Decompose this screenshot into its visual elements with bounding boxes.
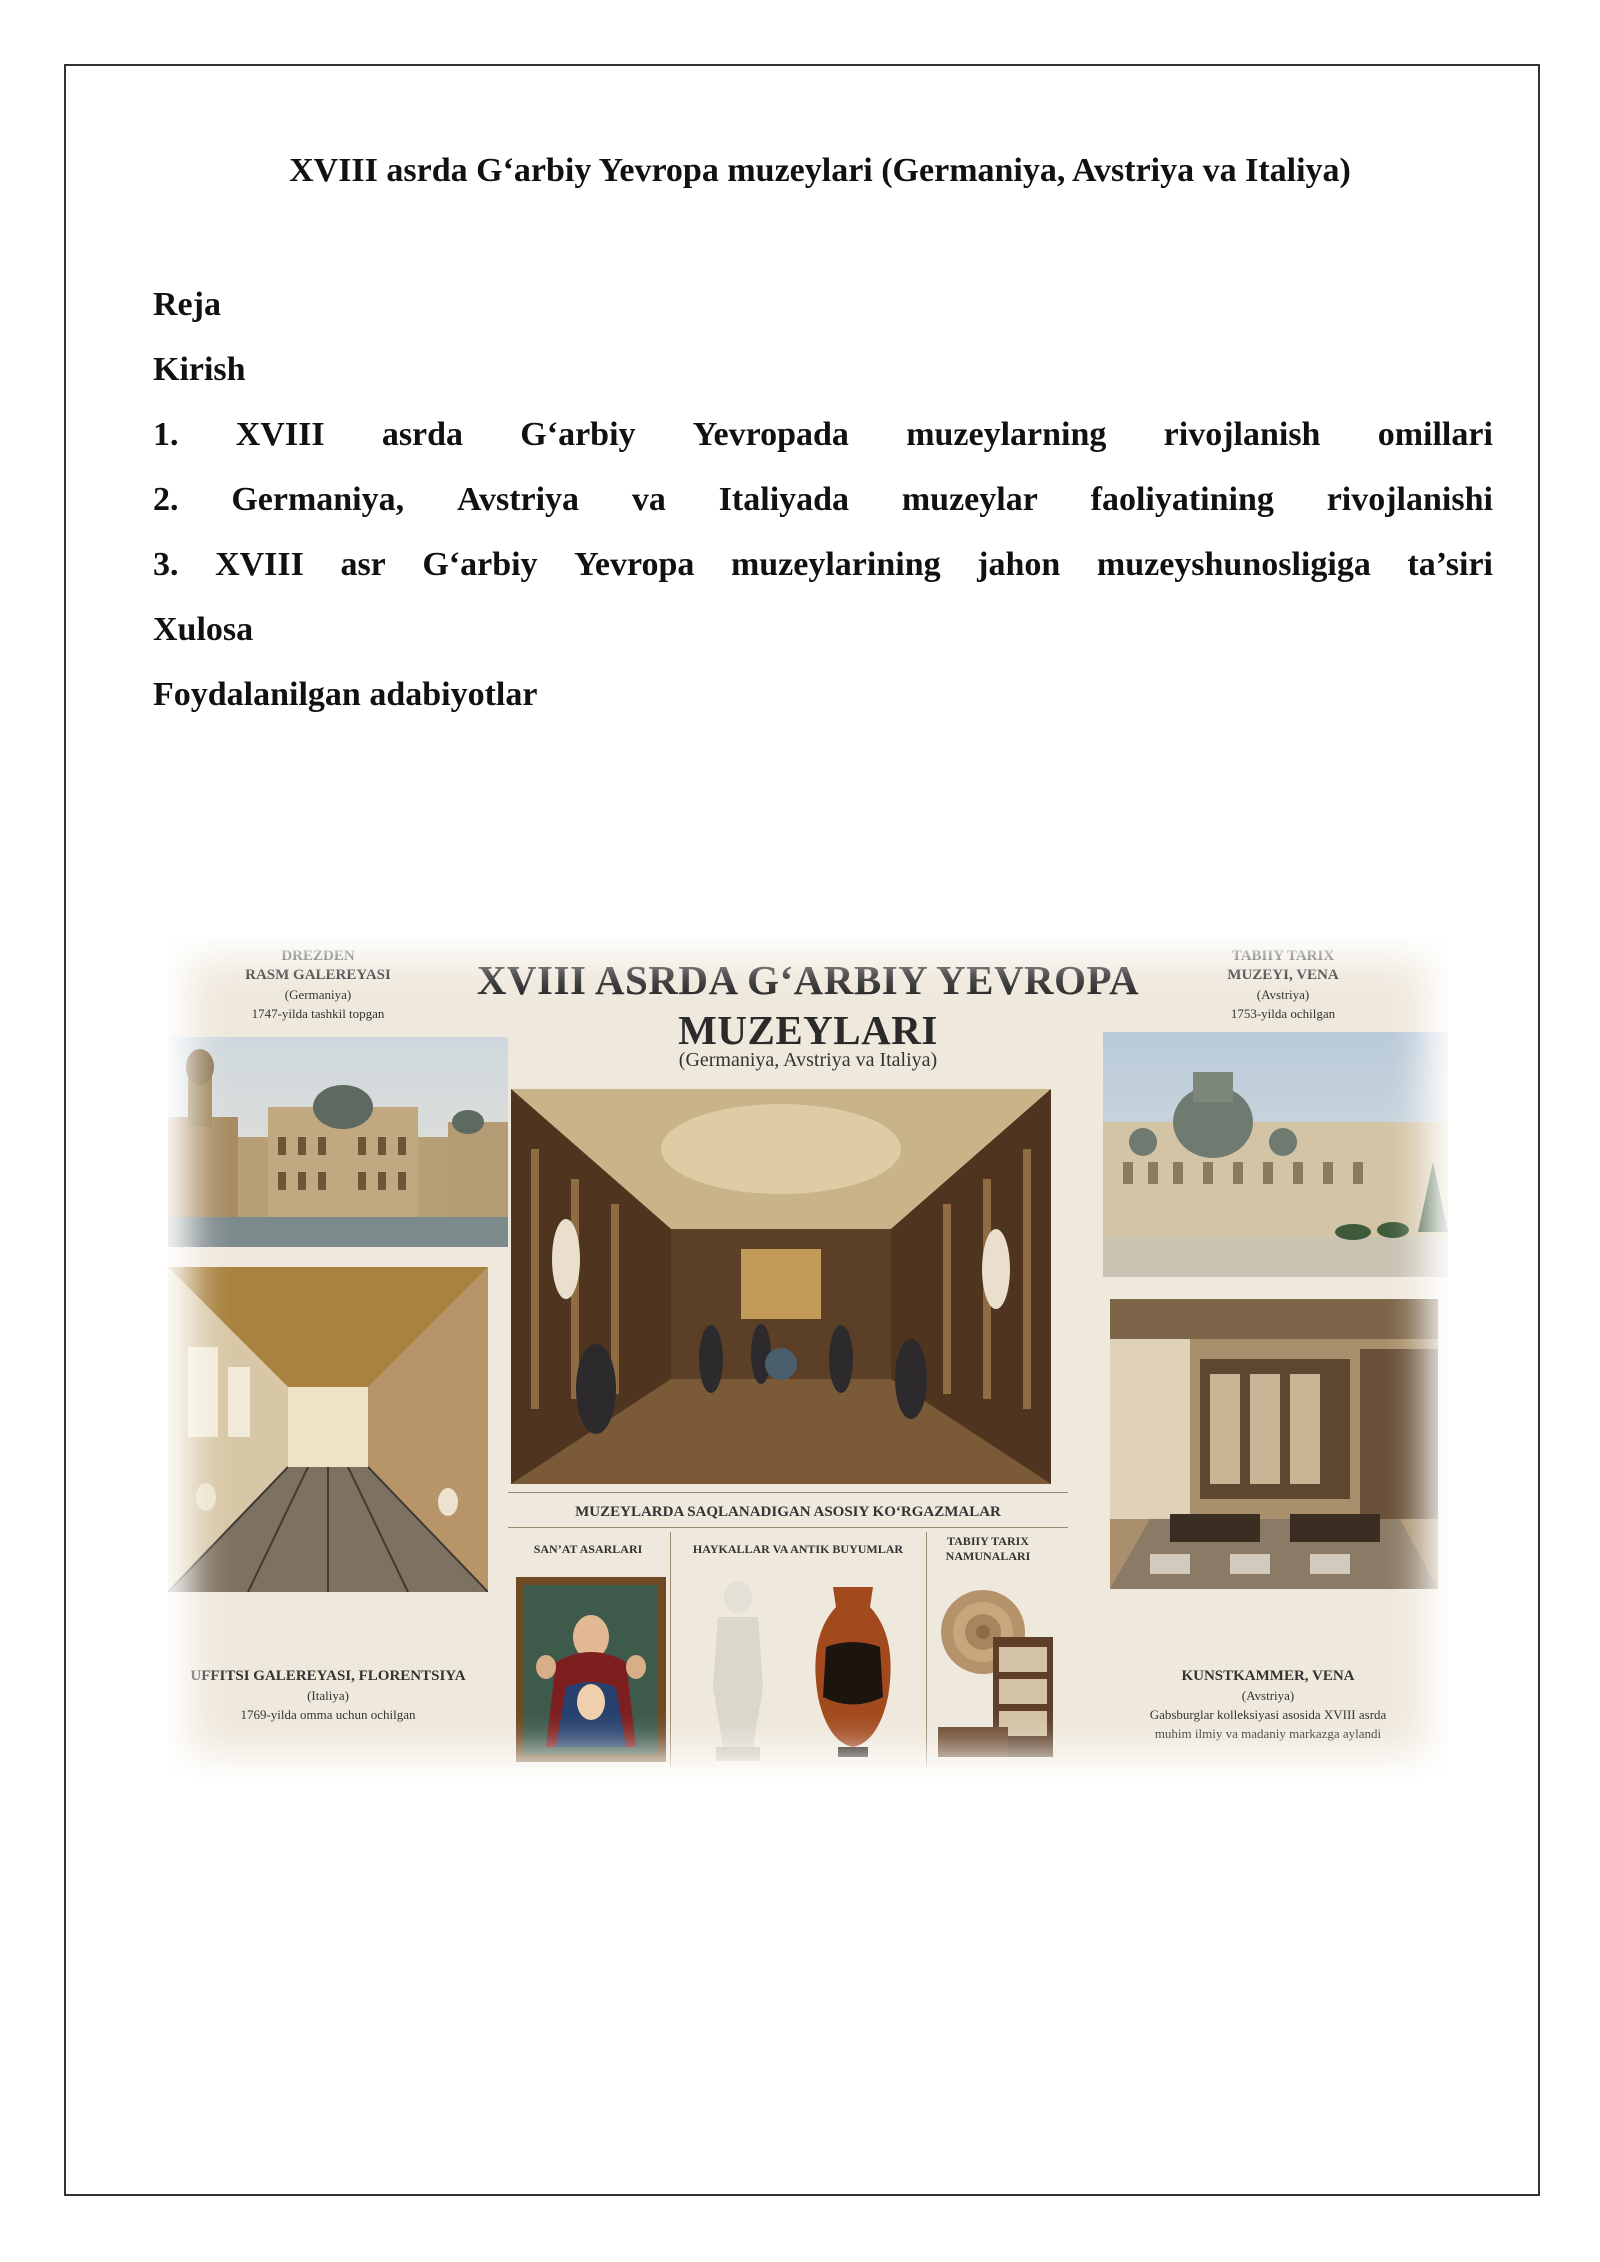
kunstkammer-caption: KUNSTKAMMER, VENA (Avstriya) Gabsburglar kolleksiyasi asosida XVIII asrda muhim ilmiy va madaniy markazga aylandi bbox=[1149, 1668, 1387, 1741]
plan-item: Kirish bbox=[153, 351, 246, 388]
plan-word: asrda bbox=[381, 416, 464, 453]
antique-statue bbox=[688, 1567, 788, 1767]
collage-title: XVIII ASRDA G‘ARBIY YEVROPA MUZEYLARI bbox=[476, 957, 1140, 1053]
plan-word: muzeylarning bbox=[906, 416, 1107, 453]
plan-word: Yevropa bbox=[574, 546, 695, 583]
natural-history-category-label: TABIIY TARIX NAMUNALARI bbox=[945, 1534, 1031, 1563]
uffizi-gallery-photo bbox=[168, 1267, 488, 1592]
plan-word: Avstriya bbox=[456, 481, 580, 518]
plan-word: 1. bbox=[153, 416, 179, 453]
plan-item bbox=[153, 410, 1493, 475]
vienna-natural-history-caption: TABIIY TARIX MUZEYI, VENA (Avstriya) 1753-yilda ochilgan bbox=[1227, 948, 1339, 1021]
collage-subtitle: (Germaniya, Avstriya va Italiya) bbox=[678, 1049, 938, 1071]
sculpture-category-label: HAYKALLAR VA ANTIK BUYUMLAR bbox=[692, 1542, 904, 1556]
plan-word: XVIII bbox=[215, 546, 304, 583]
exhibits-bottom-line bbox=[508, 1527, 1068, 1528]
plan-word: rivojlanish bbox=[1163, 416, 1321, 453]
plan-word: G‘arbiy bbox=[520, 416, 636, 453]
museum-interior-painting bbox=[511, 1089, 1051, 1484]
plan-word: muzeyshunosligiga bbox=[1096, 546, 1371, 583]
plan-word: 2. bbox=[153, 481, 179, 518]
plan-word: jahon bbox=[977, 546, 1061, 583]
plan-word: ta’siri bbox=[1407, 546, 1493, 583]
plan-word: Italiyada bbox=[718, 481, 850, 518]
plan-word: muzeylarining bbox=[730, 546, 941, 583]
museum-collage-image bbox=[168, 937, 1448, 1777]
plan-word: Yevropada bbox=[692, 416, 849, 453]
madonna-painting bbox=[516, 1577, 666, 1762]
plan-item: Foydalanilgan adabiyotlar bbox=[153, 676, 538, 713]
plan-word: rivojlanishi bbox=[1326, 481, 1493, 518]
divider-2 bbox=[926, 1532, 927, 1767]
plan-list bbox=[153, 280, 1493, 735]
plan-word: muzeylar bbox=[901, 481, 1038, 518]
plan-word: faoliyatining bbox=[1090, 481, 1274, 518]
exhibits-top-line bbox=[508, 1492, 1068, 1493]
uffizi-caption: UFFITSI GALEREYASI, FLORENTSIYA (Italiya) 1769-yilda omma uchun ochilgan bbox=[190, 1668, 466, 1722]
plan-word: omillari bbox=[1377, 416, 1493, 453]
plan-item: Xulosa bbox=[153, 611, 254, 648]
ammonite-fossil bbox=[933, 1577, 1058, 1762]
dresden-caption: DREZDEN RASM GALEREYASI (Germaniya) 1747-yilda tashkil topgan bbox=[245, 948, 391, 1021]
plan-item bbox=[153, 475, 1493, 540]
plan-word: asr bbox=[340, 546, 386, 583]
plan-word: XVIII bbox=[235, 416, 325, 453]
plan-item bbox=[153, 540, 1493, 605]
plan-item: Reja bbox=[153, 286, 221, 323]
kunstkammer-photo bbox=[1110, 1299, 1438, 1589]
plan-word: 3. bbox=[153, 546, 179, 583]
plan-word: Germaniya, bbox=[231, 481, 405, 518]
divider-1 bbox=[670, 1532, 671, 1767]
vienna-natural-history-photo bbox=[1103, 1032, 1448, 1277]
document-title: XVIII asrda G‘arbiy Yevropa muzeylari (Germaniya, Avstriya va Italiya) bbox=[289, 152, 1351, 189]
plan-word: va bbox=[631, 481, 666, 518]
art-category-label: SAN’AT ASARLARI bbox=[533, 1542, 643, 1556]
greek-vase bbox=[798, 1577, 908, 1762]
dresden-gallery-photo bbox=[168, 1037, 508, 1247]
plan-word: G‘arbiy bbox=[422, 546, 538, 583]
exhibits-title: MUZEYLARDA SAQLANADIGAN ASOSIY KO‘RGAZMALAR bbox=[575, 1504, 1001, 1520]
